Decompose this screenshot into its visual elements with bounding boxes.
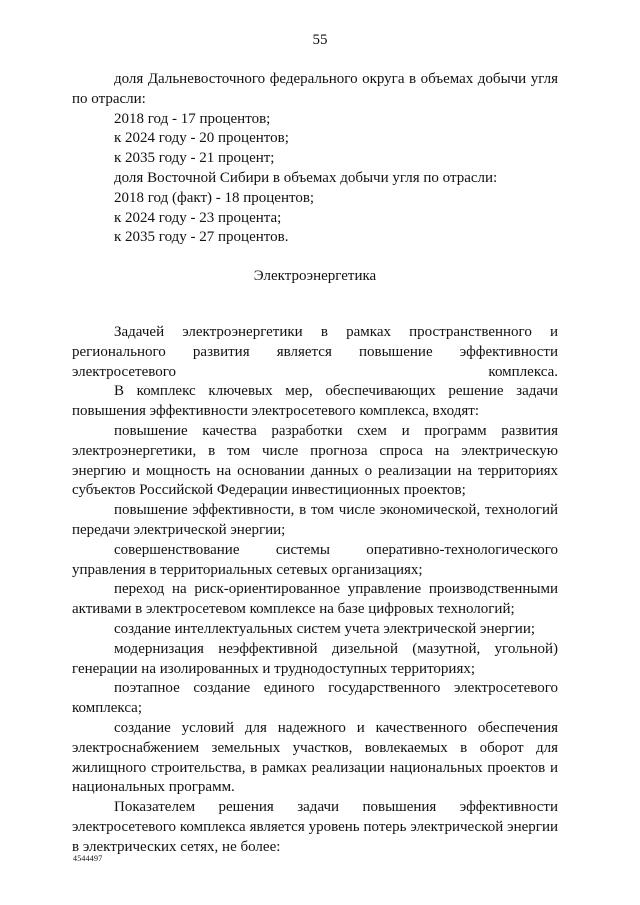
paragraph: В комплекс ключевых мер, обеспечивающих решение задачи повышения эффективности электросетевого комплекса, входят: xyxy=(72,383,558,420)
paragraph: повышение эффективности, в том числе экономической, технологий передачи электрической энергии; xyxy=(72,502,558,538)
paragraph: доля Дальневосточного федерального округа в объемах добычи угля по отрасли: xyxy=(72,71,558,107)
paragraph: 2018 год (факт) - 18 процентов; xyxy=(114,189,315,206)
document-id: 4544497 xyxy=(73,854,103,863)
paragraph: к 2035 году - 27 процентов. xyxy=(114,229,289,246)
paragraph: переход на риск-ориентированное управление производственными активами в электросетевом комплексе на базе цифровых технологий; xyxy=(72,581,558,618)
paragraph: к 2024 году - 20 процентов; xyxy=(114,130,289,147)
paragraph: 2018 год - 17 процентов; xyxy=(114,110,271,127)
paragraph: модернизация неэффективной дизельной (мазутной, угольной) генерации на изолированных и труднодоступных территориях; xyxy=(72,640,558,677)
paragraph: Показателем решения задачи повышения эффективности электросетевого комплекса является уровень потерь электрической энергии в электрических сетях, не более: xyxy=(72,799,558,855)
paragraph: доля Восточной Сибири в объемах добычи угля по отрасли: xyxy=(114,169,498,186)
paragraph: создание интеллектуальных систем учета электрической энергии; xyxy=(114,620,536,637)
paragraph: поэтапное создание единого государственного электросетевого комплекса; xyxy=(72,680,558,717)
section-heading: Электроэнергетика xyxy=(253,268,377,284)
page-number: 55 xyxy=(312,32,328,48)
document-body xyxy=(72,70,558,858)
paragraph: Задачей электроэнергетики в рамках пространственного и регионального развития является повышение эффективности электросетевого комплекса. xyxy=(72,324,558,380)
paragraph: совершенствование системы оперативно-технологического управления в территориальных сетевых организациях; xyxy=(72,541,558,578)
paragraph: к 2024 году - 23 процента; xyxy=(114,209,282,226)
paragraph: создание условий для надежного и качественного обеспечения электроснабжением земельных участков, вовлекаемых в оборот для жилищного строительства, в рамках реализации национальных проектов и национальных программ. xyxy=(72,719,558,796)
paragraph: повышение качества разработки схем и программ развития электроэнергетики, в том числе прогноза спроса на электрическую энергию и мощность на основании данных о реализации на территориях субъектов Российской Федерации инвестиционных проектов; xyxy=(72,422,558,499)
section-content xyxy=(72,323,558,858)
paragraph: к 2035 году - 21 процент; xyxy=(114,150,275,167)
coal-share-indicators xyxy=(72,70,558,267)
